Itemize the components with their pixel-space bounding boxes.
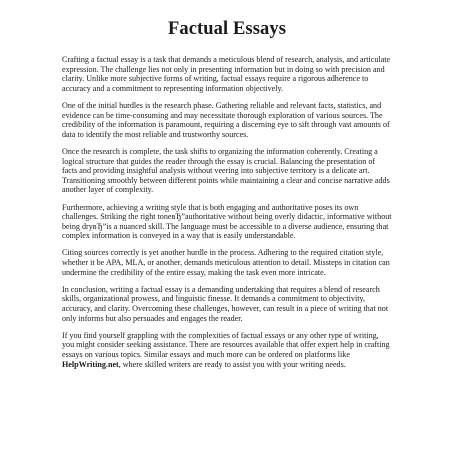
- paragraph-citation: Citing sources correctly is yet another hurdle in the process. Adhering to the required citation style, whether it be APA, MLA, or another, demands meticulous attention to detail. Missteps in citation can undermine the credibility of the entire essay, making the task even more intricate.: [62, 248, 390, 277]
- brand-name: HelpWriting.net: [62, 359, 119, 369]
- paragraph-conclusion: In conclusion, writing a factual essay is a demanding undertaking that requires a blend of research skills, organizational prowess, and linguistic finesse. It demands a commitment to objectivity, accuracy, and clarity. Overcoming these challenges, however, can result in a piece of writing that not only informs but also persuades and engages the reader.: [62, 284, 389, 323]
- paragraph-research: One of the initial hurdles is the research phase. Gathering reliable and relevant facts, statistics, and evidence can be time-consuming and may necessitate thorough exploration of various sources. The credibility of the information is paramount, requiring a discerning eye to sift through vast amounts of data to identify the most reliable and trustworthy sources.: [62, 100, 390, 139]
- paragraph-promo: [62, 331, 392, 369]
- promo-text-before: If you find yourself grappling with the complexities of factual essays or any other type of writing, you might consider seeking assistance. There are resources available that offer expert help in crafting essays on various topics. Similar essays and much more can be ordered on platforms like: [62, 330, 390, 359]
- page-title: Factual Essays: [167, 19, 287, 39]
- paragraph-intro: Crafting a factual essay is a task that demands a meticulous blend of research, analysis, and articulate expression. The challenge lies not only in presenting information but in doing so with precision and clarity. Unlike more subjective forms of writing, factual essays require a rigorous adherence to accuracy and a commitment to representing information objectively.: [62, 55, 391, 93]
- document-page: [62, 18, 392, 377]
- paragraph-organization: Once the research is complete, the task shifts to organizing the information coherently. Creating a logical structure that guides the reader through the essay is crucial. Balancing the presentation of facts and providing insightful analysis without veering into subjective territory is a delicate art. Transitioning smoothly between different points while maintaining a clear and concise narrative adds another layer of complexity.: [62, 146, 390, 195]
- paragraph-style: Furthermore, achieving a writing style that is both engaging and authoritative poses its own challenges. Striking the right toneвЂ”authoritative without being overly didactic, informative without being dryвЂ”is a nuanced skill. The language must be accessible to a diverse audience, ensuring that complex information is conveyed in a way that is easily understandable.: [62, 202, 392, 241]
- promo-text-after: , where skilled writers are ready to assist you with your writing needs.: [118, 359, 346, 369]
